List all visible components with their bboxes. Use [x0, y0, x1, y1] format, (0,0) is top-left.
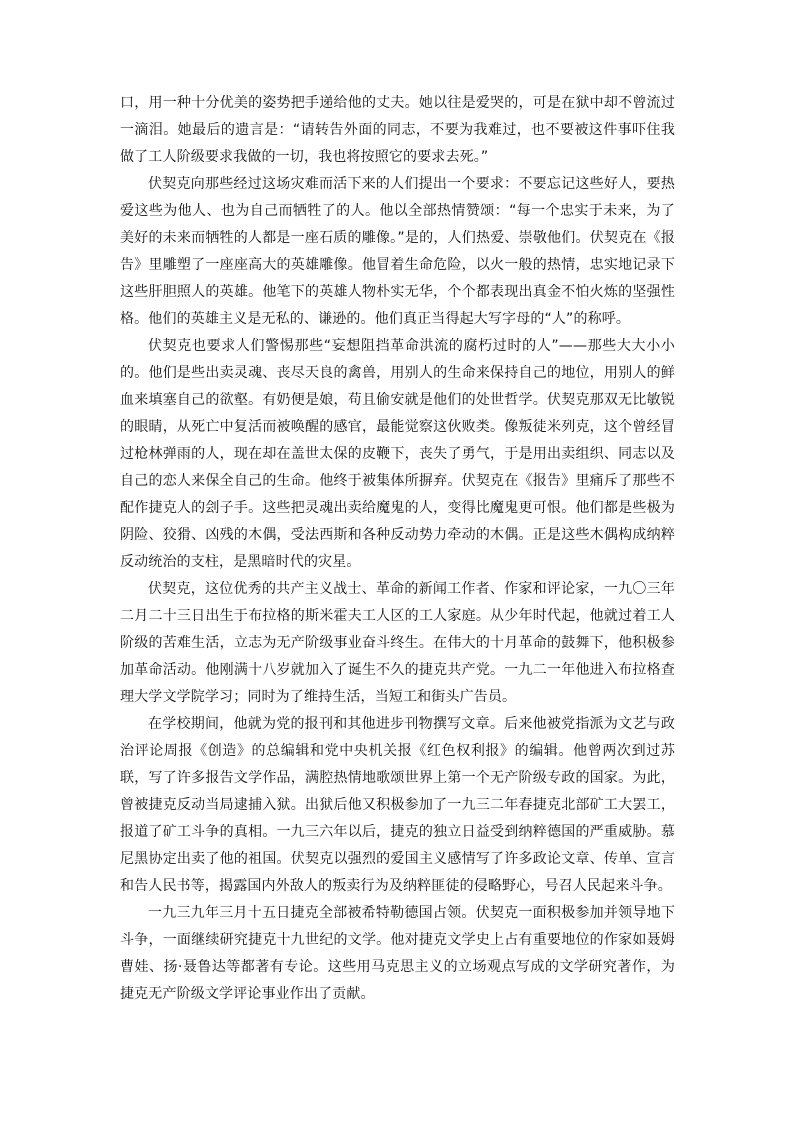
paragraph-continuation: 口，用一种十分优美的姿势把手递给他的丈夫。她以往是爱哭的，可是在狱中却不曾流过一滴泪。她最后的遗言是：“请转告外面的同志，不要为我难过，也不要被这件事吓住我做了工人阶级要求我做的一切，我也将按照它的要求去死。”	[120, 95, 675, 165]
paragraph: 伏契克，这位优秀的共产主义战士、革命的新闻工作者、作家和评论家，一九〇三年二月二十三日出生于布拉格的斯米霍夫工人区的工人家庭。从少年时代起，他就过着工人阶级的苦难生活，立志为无产阶级事业奋斗终生。在伟大的十月革命的鼓舞下，他积极参加革命活动。他刚满十八岁就加入了诞生不久的捷克共产党。一九二一年他进入布拉格查理大学文学院学习；同时为了维持生活，当短工和街头广告员。	[120, 581, 675, 705]
paragraph: 伏契克向那些经过这场灾难而活下来的人们提出一个要求：不要忘记这些好人，要热爱这些为他人、也为自己而牺牲了的人。他以全部热情赞颂：“每一个忠实于未来，为了美好的未来而牺牲的人都是一座石质的雕像。”是的，人们热爱、崇敬他们。伏契克在《报告》里雕塑了一座座高大的英雄雕像。他冒着生命危险，以火一般的热情，忠实地记录下这些肝胆照人的英雄。他笔下的英雄人物朴实无华，个个都表现出真金不怕火炼的坚强性格。他们的英雄主义是无私的、谦逊的。他们真正当得起大写字母的“人”的称呼。	[120, 176, 675, 327]
paragraph: 一九三九年三月十五日捷克全部被希特勒德国占领。伏契克一面积极参加并领导地下斗争，一面继续研究捷克十九世纪的文学。他对捷克文学史上占有重要地位的作家如聂姆曹娃、扬·聂鲁达等都著有专论。这些用马克思主义的立场观点写成的文学研究著作，为捷克无产阶级文学评论事业作出了贡献。	[120, 905, 675, 1002]
article-body	[120, 90, 675, 1008]
paragraph: 伏契克也要求人们警惕那些“妄想阻挡革命洪流的腐朽过时的人”——那些大大小小的。他们是些出卖灵魂、丧尽天良的禽兽，用别人的生命来保持自己的地位，用别人的鲜血来填塞自己的欲壑。有奶便是娘，苟且偷安就是他们的处世哲学。伏契克那双无比敏锐的眼睛，从死亡中复活而被唤醒的感官，最能觉察这伙败类。像叛徒米列克，这个曾经冒过枪林弹雨的人，现在却在盖世太保的皮鞭下，丧失了勇气，于是用出卖组织、同志以及自己的恋人来保全自己的生命。他终于被集体所摒弃。伏契克在《报告》里痛斥了那些不配作捷克人的刽子手。这些把灵魂出卖给魔鬼的人，变得比魔鬼更可恨。他们都是些极为阴险、狡猾、凶残的木偶，受法西斯和各种反动势力牵动的木偶。正是这些木偶构成纳粹反动统治的支柱，是黑暗时代的灾星。	[120, 338, 675, 570]
paragraph: 在学校期间，他就为党的报刊和其他进步刊物撰写文章。后来他被党指派为文艺与政治评论周报《创造》的总编辑和党中央机关报《红色权利报》的编辑。他曾两次到过苏联，写了许多报告文学作品，满腔热情地歌颂世界上第一个无产阶级专政的国家。为此，曾被捷克反动当局逮捕入狱。出狱后他又积极参加了一九三二年春捷克北部矿工大罢工，报道了矿工斗争的真相。一九三六年以后，捷克的独立日益受到纳粹德国的严重威胁。慕尼黑协定出卖了他的祖国。伏契克以强烈的爱国主义感情写了许多政论文章、传单、宣言和告人民书等，揭露国内外敌人的叛卖行为及纳粹匪徒的侵略野心，号召人民起来斗争。	[120, 716, 675, 894]
